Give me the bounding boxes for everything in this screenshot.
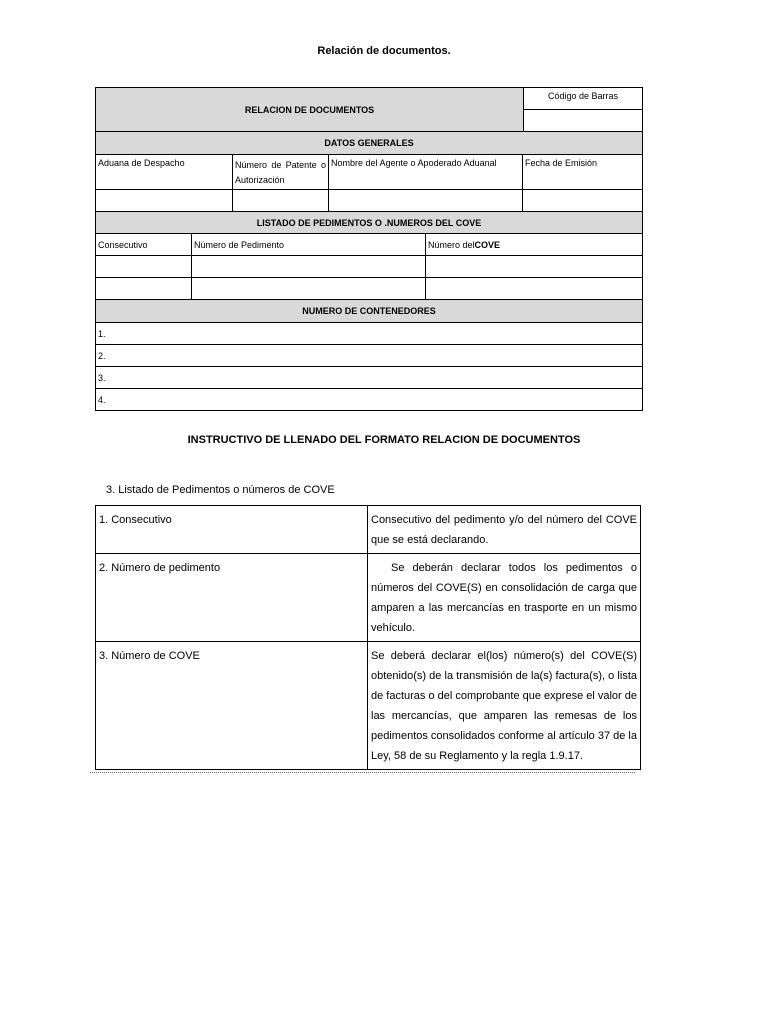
barcode-label: Código de Barras [524,88,643,110]
agente-field[interactable] [329,190,523,212]
contenedor-row-4[interactable]: 4. [96,389,643,411]
pedimento-field-1[interactable] [192,256,426,278]
section-heading: 3. Listado de Pedimentos o números de COVE [106,484,335,496]
num-cove-label [426,234,643,256]
consecutivo-label: Consecutivo [96,234,192,256]
instructivo-title: INSTRUCTIVO DE LLENADO DEL FORMATO RELACION DE DOCUMENTOS [187,434,581,446]
relacion-documentos-form [95,87,643,411]
num-pedimento-label: Número de Pedimento [192,234,426,256]
num-cove-prefix: Número del [428,239,475,250]
instructivo-table [95,505,641,770]
aduana-label: Aduana de Despacho [96,155,233,190]
instr-desc-1: Consecutivo del pedimento y/o del número del COVE que se está declarando. [368,506,641,554]
barcode-field[interactable] [524,110,643,132]
aduana-field[interactable] [96,190,233,212]
consecutivo-field-1[interactable] [96,256,192,278]
contenedor-row-2[interactable]: 2. [96,345,643,367]
num-cove-bold: COVE [474,239,501,250]
contenedor-row-1[interactable]: 1. [96,323,643,345]
instr-label-2: 2. Número de pedimento [96,554,368,642]
patente-label: Número de Patente o Autorización [233,155,329,190]
instr-label-3: 3. Número de COVE [96,642,368,770]
patente-field[interactable] [233,190,329,212]
dotted-separator [90,772,635,773]
consecutivo-field-2[interactable] [96,278,192,300]
agente-label: Nombre del Agente o Apoderado Aduanal [329,155,523,190]
contenedor-row-3[interactable]: 3. [96,367,643,389]
fecha-field[interactable] [523,190,643,212]
cove-field-2[interactable] [426,278,643,300]
instr-label-1: 1. Consecutivo [96,506,368,554]
fecha-label: Fecha de Emisión [523,155,643,190]
instr-desc-3: Se deberá declarar el(los) número(s) del COVE(S) obtenido(s) de la transmisión de la(s) factura(s), o lista de facturas o del comprobante que exprese el valor de las mercancías, que amparen las remesas de los pedimentos consolidados conforme al artículo 37 de la Ley, 58 de su Reglamento y la regla 1.9.17. [368,642,641,770]
listado-header: LISTADO DE PEDIMENTOS O .NUMEROS DEL COVE [96,212,643,234]
datos-generales-header: DATOS GENERALES [96,132,643,155]
instr-desc-2: Se deberán declarar todos los pedimentos o números del COVE(S) en consolidación de carga que amparen a las mercancías en trasporte en un mismo vehículo. [368,554,641,642]
document-title: Relación de documentos. [317,45,451,57]
cove-field-1[interactable] [426,256,643,278]
contenedores-header: NUMERO DE CONTENEDORES [96,300,643,323]
form-header: RELACION DE DOCUMENTOS [96,88,524,132]
pedimento-field-2[interactable] [192,278,426,300]
